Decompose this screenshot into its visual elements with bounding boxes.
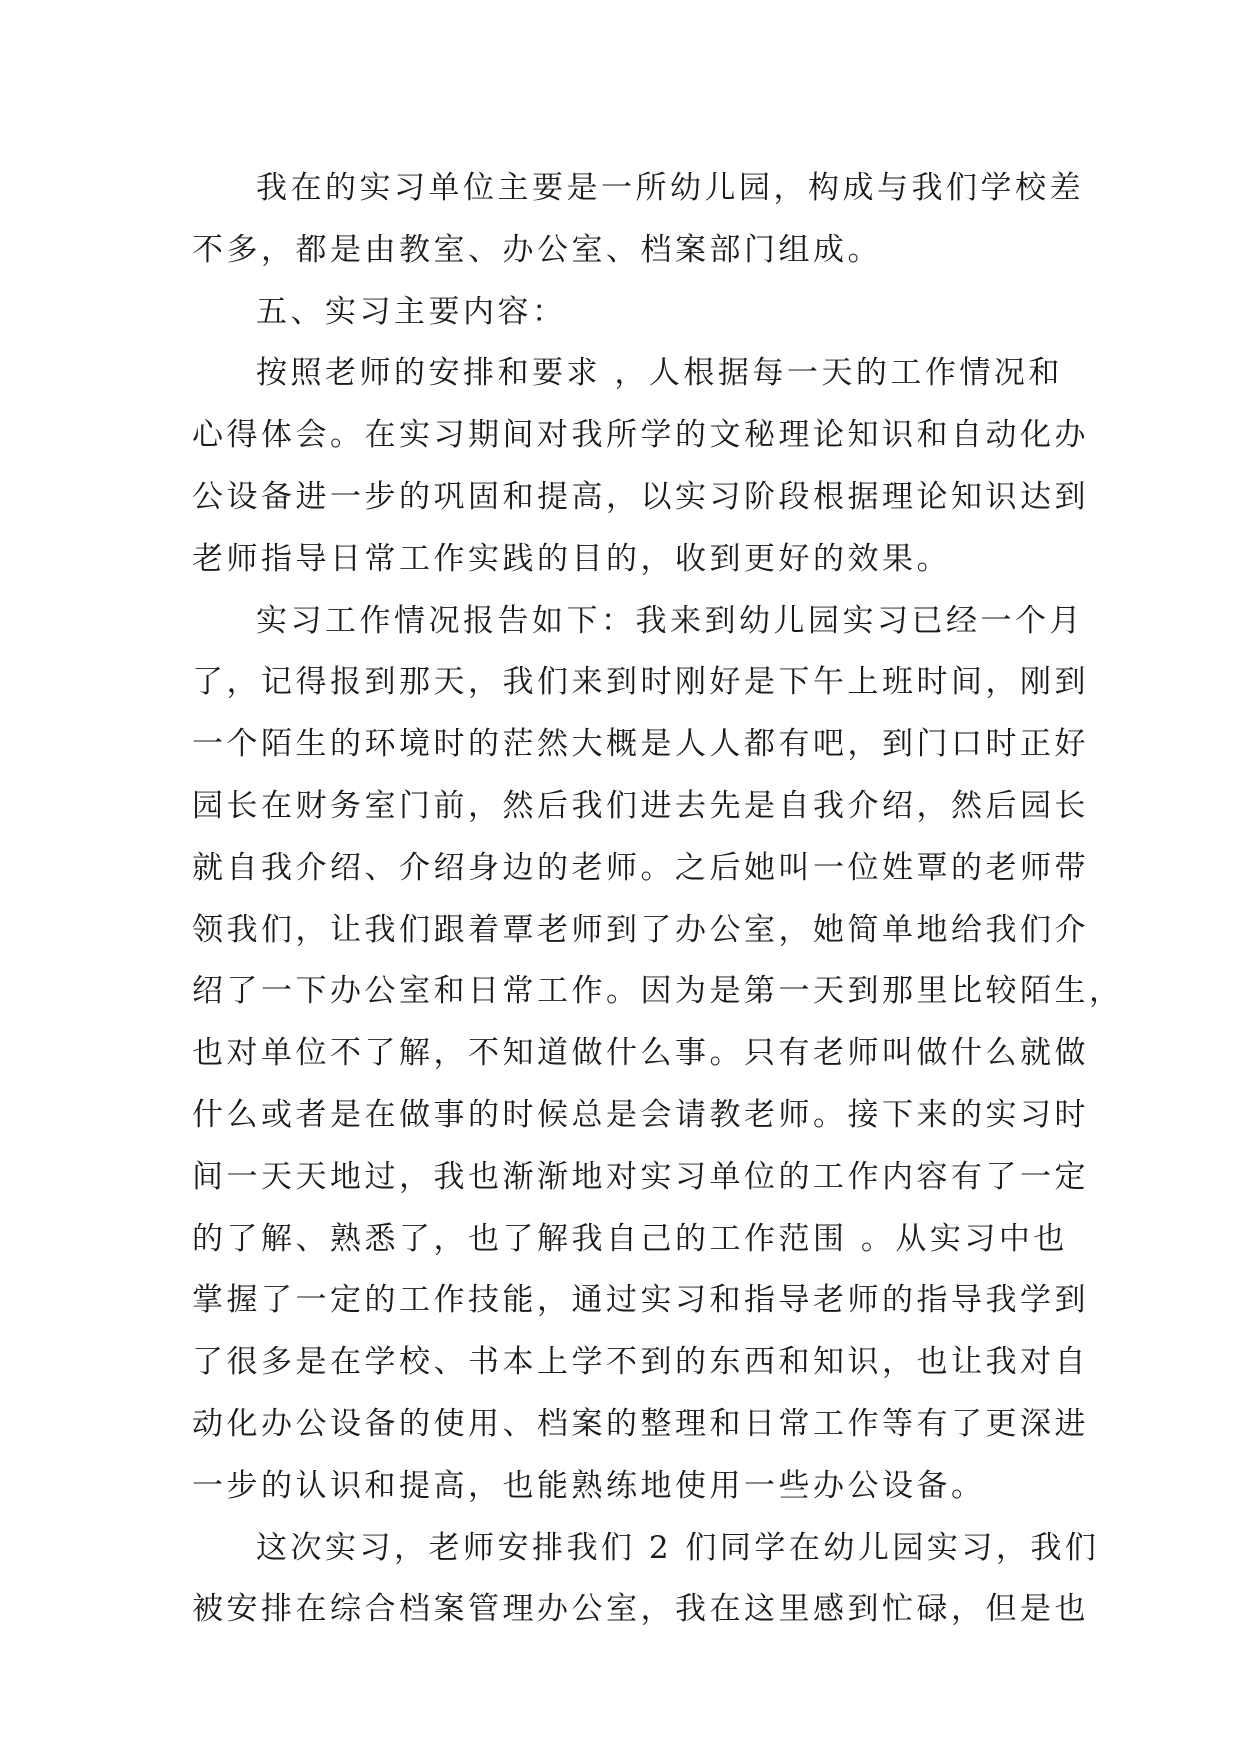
text-line: 被安排在综合档案管理办公室，我在这里感到忙碌，但是也 <box>192 1591 1089 1628</box>
section-heading: 五、实习主要内容： <box>256 293 567 330</box>
document-body <box>192 158 1124 1641</box>
text-line: 就自我介绍、介绍身边的老师。之后她叫一位姓覃的老师带 <box>192 849 1089 886</box>
text-line: 的了解、熟悉了，也了解我自己的工作范围 。从实习中也 <box>192 1220 1068 1257</box>
text-line: 了，记得报到那天，我们来到时刚好是下午上班时间，刚到 <box>192 664 1089 701</box>
text-line: 间一天天地过，我也渐渐地对实习单位的工作内容有了一定 <box>192 1158 1089 1195</box>
text-line: 按照老师的安排和要求 ，人根据每一天的工作情况和 <box>256 355 1063 392</box>
text-line: 掌握了一定的工作技能，通过实习和指导老师的指导我学到 <box>192 1282 1089 1319</box>
text-line: 实习工作情况报告如下：我来到幼儿园实习已经一个月 <box>256 602 1084 639</box>
text-line: 一个陌生的环境时的茫然大概是人人都有吧，到门口时正好 <box>192 726 1089 763</box>
text-line: 了很多是在学校、书本上学不到的东西和知识，也让我对自 <box>192 1344 1089 1381</box>
text-line: 也对单位不了解，不知道做什么事。只有老师叫做什么就做 <box>192 1035 1089 1072</box>
text-line: 动化办公设备的使用、档案的整理和日常工作等有了更深进 <box>192 1405 1089 1442</box>
text-line: 一步的认识和提高，也能熟练地使用一些办公设备。 <box>192 1467 986 1504</box>
text-line: 公设备进一步的巩固和提高，以实习阶段根据理论知识达到 <box>192 478 1089 515</box>
text-line: 什么或者是在做事的时候总是会请教老师。接下来的实习时 <box>192 1096 1089 1133</box>
text-line: 这次实习，老师安排我们 2 们同学在幼儿园实习，我们 <box>256 1529 1100 1566</box>
text-line: 领我们，让我们跟着覃老师到了办公室，她简单地给我们介 <box>192 911 1089 948</box>
text-line: 老师指导日常工作实践的目的，收到更好的效果。 <box>192 540 951 577</box>
text-line: 园长在财务室门前，然后我们进去先是自我介绍，然后园长 <box>192 787 1089 824</box>
text-line: 我在的实习单位主要是一所幼儿园，构成与我们学校差 <box>256 170 1084 206</box>
text-line: 绍了一下办公室和日常工作。因为是第一天到那里比较陌生， <box>192 973 1124 1010</box>
text-line: 不多，都是由教室、办公室、档案部门组成。 <box>192 231 882 268</box>
text-line: 心得体会。在实习期间对我所学的文秘理论知识和自动化办 <box>192 417 1089 454</box>
